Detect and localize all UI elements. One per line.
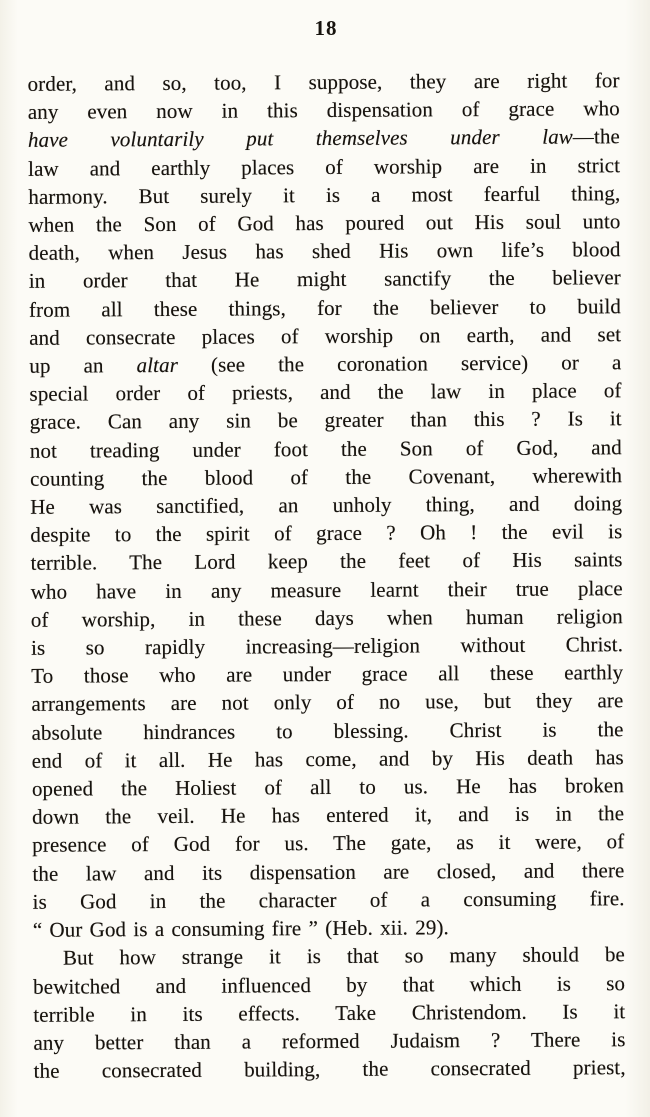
text-segment: up an	[29, 353, 137, 378]
text-segment: presence of God for us. The gate, as it were, of	[32, 829, 625, 858]
text-segment: the consecrated building, the consecrated priest,	[33, 1055, 626, 1083]
text-segment: who have in any measure learnt their true place	[30, 575, 623, 604]
text-segment: counting the blood of the Covenant, wherewith	[29, 463, 623, 491]
text-segment: To those who are under grace all these earthly	[31, 660, 624, 689]
italic-text: have voluntarily put themselves under law	[27, 124, 573, 153]
text-line	[28, 66, 620, 98]
text-segment: (see the coronation service) or a	[177, 350, 622, 377]
text-line	[33, 940, 625, 972]
text-line	[29, 348, 621, 380]
paragraph	[28, 66, 625, 944]
text-segment: bewitched and influenced by that which is so	[33, 970, 626, 999]
text-segment: arrangements are not only of no use, but they are	[31, 688, 624, 717]
text-line	[32, 828, 624, 860]
text-segment: absolute hindrances to blessing. Christ is the	[31, 716, 624, 745]
text-segment: terrible. The Lord keep the feet of His saints	[30, 547, 623, 576]
text-segment: law and earthly places of worship are in strict	[28, 152, 621, 181]
text-segment: terrible in its effects. Take Christendom. Is it	[33, 998, 626, 1027]
text-line	[31, 630, 623, 662]
text-segment: death, when Jesus has shed His own life’s blood	[28, 237, 621, 266]
text-segment: order, and so, too, I suppose, they are right for	[27, 68, 620, 96]
text-segment: is so rapidly increasing—religion without Christ.	[30, 632, 624, 660]
text-line	[30, 461, 622, 493]
text-line	[31, 715, 623, 747]
text-segment: any even now in this dispensation of grace who	[27, 96, 620, 125]
text-segment: end of it all. He has come, and by His death has	[31, 745, 624, 773]
text-segment: opened the Holiest of all to us. He has broken	[31, 773, 624, 801]
text-line	[32, 743, 624, 775]
text-line	[34, 1053, 626, 1085]
text-line	[30, 546, 622, 578]
text-segment: and consecrate places of worship on earth, and set	[29, 322, 622, 350]
text-line	[31, 602, 623, 634]
text-line	[29, 320, 621, 352]
text-line	[32, 856, 624, 888]
text-segment: But how strange it is that so many should be	[62, 942, 626, 970]
text-line	[29, 264, 621, 296]
text-segment: of worship, in these days when human religion	[30, 604, 623, 632]
text-line	[30, 405, 622, 437]
text-line	[30, 517, 622, 549]
text-segment: He was sanctified, an unholy thing, and doing	[30, 491, 623, 519]
text-line	[29, 235, 621, 267]
text-line	[28, 151, 620, 183]
text-line	[31, 687, 623, 719]
paragraph	[33, 940, 626, 1085]
text-line	[33, 997, 625, 1029]
text-line	[30, 489, 622, 521]
text-line	[28, 207, 620, 239]
text-line	[33, 969, 625, 1001]
text-line	[33, 912, 625, 944]
text-segment: despite to the spirit of grace ? Oh ! the evil is	[30, 519, 623, 548]
text-segment: special order of priests, and the law in place of	[29, 378, 622, 407]
text-line	[32, 771, 624, 803]
text-body	[28, 66, 626, 1085]
text-line	[28, 179, 620, 211]
text-segment: grace. Can any sin be greater than this ? Is it	[29, 406, 622, 435]
text-line	[32, 799, 624, 831]
text-segment: is God in the character of a consuming fire.	[32, 886, 625, 914]
text-segment: when the Son of God has poured out His soul unto	[28, 209, 621, 237]
italic-text: altar	[136, 352, 178, 378]
text-segment: harmony. But surely it is a most fearful thing,	[28, 181, 621, 209]
text-line	[30, 433, 622, 465]
text-segment: “ Our God is a consuming fire ” (Heb. xii. 29).	[32, 915, 449, 942]
text-line	[31, 658, 623, 690]
text-line	[28, 123, 620, 155]
text-line	[28, 94, 620, 126]
text-line	[33, 884, 625, 916]
text-segment: not treading under foot the Son of God, and	[29, 434, 622, 463]
text-segment: down the veil. He has entered it, and is in the	[32, 801, 625, 830]
text-segment: from all these things, for the believer to build	[28, 293, 622, 322]
text-line	[29, 292, 621, 324]
text-segment: any better than a reformed Judaism ? There is	[33, 1027, 626, 1055]
text-segment: the law and its dispensation are closed, and there	[32, 857, 625, 886]
text-segment: in order that He might sanctify the believer	[28, 265, 621, 294]
text-line	[33, 1025, 625, 1057]
page-number: 18	[314, 16, 338, 40]
text-segment: —the	[572, 124, 621, 149]
text-line	[31, 574, 623, 606]
text-line	[29, 376, 621, 408]
